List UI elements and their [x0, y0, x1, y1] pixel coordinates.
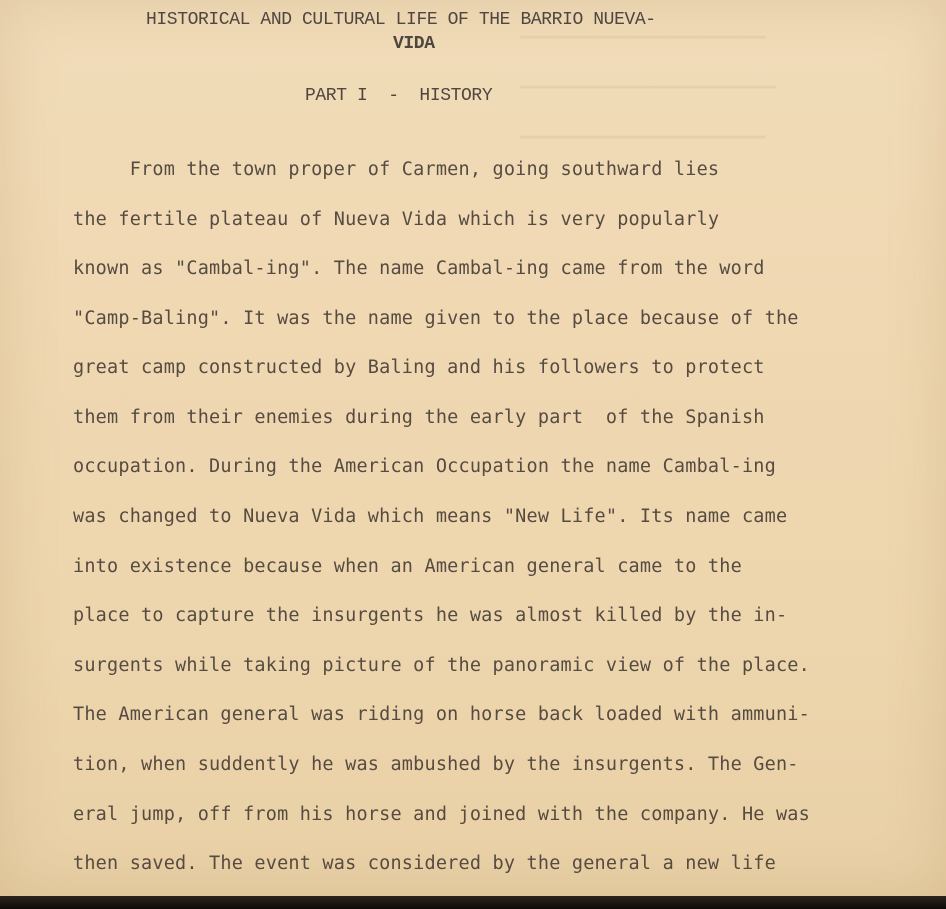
page-bottom-edge	[0, 896, 946, 909]
bleed-through-text: ━━━━━━━━━━━━━━━━━━━━━━━━	[520, 128, 766, 148]
bleed-through-text: ━━━━━━━━━━━━━━━━━━━━━━━━	[520, 28, 766, 48]
body-line-4: "Camp-Baling". It was the name given to the place because of the	[73, 308, 799, 329]
body-line-10: place to capture the insurgents he was almost killed by the in-	[73, 605, 788, 626]
body-line-1: From the town proper of Carmen, going southward lies	[73, 159, 720, 180]
body-line-12: The American general was riding on horse back loaded with ammuni-	[73, 704, 810, 725]
body-line-15: then saved. The event was considered by the general a new life	[73, 853, 776, 874]
body-line-13: tion, when suddently he was ambushed by the insurgents. The Gen-	[73, 754, 799, 775]
body-line-3: known as "Cambal-ing". The name Cambal-ing came from the word	[73, 258, 765, 279]
body-line-6: them from their enemies during the early part of the Spanish	[73, 407, 765, 428]
document-title-line-1: HISTORICAL AND CULTURAL LIFE OF THE BARRIO NUEVA-	[146, 10, 656, 30]
body-line-9: into existence because when an American general came to the	[73, 556, 742, 577]
bleed-through-text: ━━━━━━━━━━━━━━━━━━━━━━━━━	[520, 78, 776, 98]
section-heading: PART I - HISTORY	[305, 86, 493, 106]
body-line-7: occupation. During the American Occupation the name Cambal-ing	[73, 456, 776, 477]
body-line-2: the fertile plateau of Nueva Vida which is very popularly	[73, 209, 720, 230]
body-line-8: was changed to Nueva Vida which means "New Life". Its name came	[73, 506, 788, 527]
body-line-14: eral jump, off from his horse and joined with the company. He was	[73, 804, 810, 825]
body-line-5: great camp constructed by Baling and his followers to protect	[73, 357, 765, 378]
document-title-line-2: VIDA	[393, 34, 435, 54]
body-line-11: surgents while taking picture of the panoramic view of the place.	[73, 655, 810, 676]
